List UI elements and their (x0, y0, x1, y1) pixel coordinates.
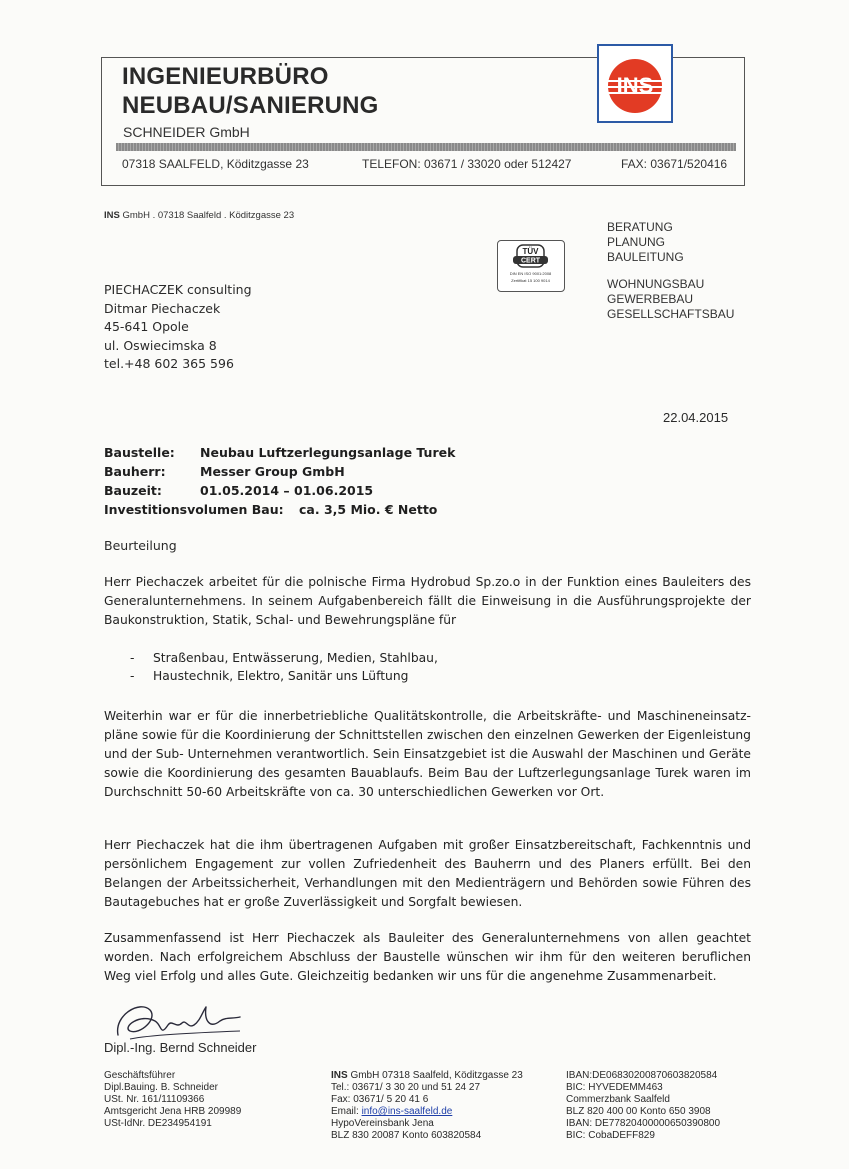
services-group-1 (607, 220, 684, 265)
footer-line: BIC: CobaDEFF829 (566, 1130, 655, 1141)
footer-line: IBAN: DE77820400000650390800 (566, 1118, 721, 1129)
sender-return-address: INS GmbH . 07318 Saalfeld . Köditzgasse 23 (104, 210, 295, 221)
footer-line: BLZ 830 20087 Konto 603820584 (331, 1130, 482, 1141)
footer-line: Commerzbank Saalfeld (566, 1094, 670, 1105)
footer-line: BLZ 820 400 00 Konto 650 3908 (566, 1106, 711, 1117)
letter-date: 22.04.2015 (663, 410, 729, 425)
recipient-line: PIECHACZEK consulting (104, 282, 252, 297)
letterhead-phone: TELEFON: 03671 / 33020 oder 512427 (362, 157, 572, 171)
signatory-name: Dipl.-Ing. Bernd Schneider (104, 1040, 257, 1055)
service-item: PLANUNG (607, 235, 666, 249)
service-item: BAULEITUNG (607, 250, 684, 264)
letter-subject: Beurteilung (104, 538, 177, 553)
footer-company-info (104, 1070, 241, 1130)
cert-line1: DIN EN ISO 9001:2008 (509, 271, 552, 276)
company-name-line2: NEUBAU/SANIERUNG (122, 92, 379, 119)
bullet-dash: - (130, 669, 135, 683)
service-item: WOHNUNGSBAU (607, 277, 705, 291)
baustelle-label: Baustelle: (104, 445, 175, 460)
bauzeit-label: Bauzeit: (104, 483, 162, 498)
footer-line: USt-IdNr. DE234954191 (104, 1118, 212, 1129)
letterhead-fax: FAX: 03671/520416 (621, 157, 728, 171)
email-link[interactable]: info@ins-saalfeld.de (361, 1106, 453, 1117)
service-item: BERATUNG (607, 220, 673, 234)
service-item: GESELLSCHAFTSBAU (607, 307, 735, 321)
ins-logo (597, 44, 673, 123)
footer-line: INS GmbH 07318 Saalfeld, Köditzgasse 23 (331, 1070, 523, 1081)
footer-line: USt. Nr. 161/11109366 (104, 1094, 205, 1105)
recipient-line: 45-641 Opole (104, 319, 189, 334)
bauzeit-value: 01.05.2014 – 01.06.2015 (200, 483, 374, 498)
bullet-item: Haustechnik, Elektro, Sanitär uns Lüftung (153, 669, 409, 683)
paragraph-1: Herr Piechaczek arbeitet für die polnische Firma Hydrobud Sp.zo.o in der Funktion eines Bauleiters des Generalunternehmens. In seinem Aufgabenbereich fällt die Einweisung in die Ausführungsprojekte der Baukonstruktion, Statik, Schal- und Bewehrungspläne für (104, 575, 751, 627)
investment-label: Investitionsvolumen Bau: (104, 502, 284, 517)
footer-line: IBAN:DE06830200870603820584 (566, 1070, 718, 1081)
footer-line: Email: info@ins-saalfeld.de (331, 1106, 453, 1117)
paragraph-2: Weiterhin war er für die innerbetriebliche Qualitätskontrolle, die Arbeitskräfte- und Maschineneinsatz-pläne sowie für die Koordinierung der Schnittstellen zwischen den einzelnen Gewerken der Eigenleistung und der Sub- Unternehmen verantwortlich. Sein Einsatzgebiet ist die Auswahl der Maschinen und Geräte sowie die Koordinierung des gesamten Bauablaufs. Beim Bau der Luftzerlegungsanlage Turek waren im Durchschnitt 50-60 Arbeitskräfte von ca. 30 unterschiedlichen Gewerken vor Ort. (104, 709, 751, 799)
service-item: GEWERBEBAU (607, 292, 694, 306)
footer-line: Fax: 03671/ 5 20 41 6 (331, 1094, 429, 1105)
baustelle-value: Neubau Luftzerlegungsanlage Turek (200, 445, 456, 460)
company-name-line1: INGENIEURBÜRO (122, 63, 329, 90)
recipient-line: tel.+48 602 365 596 (104, 356, 234, 371)
bauherr-label: Bauherr: (104, 464, 166, 479)
bullet-dash: - (130, 651, 135, 665)
bullet-item: Straßenbau, Entwässerung, Medien, Stahlbau, (153, 651, 438, 665)
logo-text: INS (616, 73, 654, 98)
footer-line: Dipl.Bauing. B. Schneider (104, 1082, 218, 1093)
investment-value: ca. 3,5 Mio. € Netto (299, 502, 438, 517)
recipient-line: Ditmar Piechaczek (104, 300, 221, 316)
footer-line: BIC: HYVEDEMM463 (566, 1082, 663, 1093)
recipient-address (104, 281, 252, 374)
cert-line2: Zertifikat 15 100 9014 (511, 278, 550, 283)
letterhead-divider-bar (116, 143, 736, 151)
footer-line: Geschäftsführer (104, 1070, 176, 1081)
cert-title: TÜV (522, 247, 539, 256)
footer-bank-info (566, 1070, 720, 1142)
footer-line: Amtsgericht Jena HRB 209989 (104, 1106, 242, 1117)
recipient-line: ul. Oswiecimska 8 (104, 337, 217, 353)
footer-contact-info (331, 1070, 523, 1142)
services-group-2 (607, 277, 734, 322)
company-legal-name: SCHNEIDER GmbH (123, 124, 250, 140)
footer-line: Tel.: 03671/ 3 30 20 und 51 24 27 (331, 1082, 481, 1093)
paragraph-3: Herr Piechaczek hat die ihm übertragenen Aufgaben mit großer Einsatzbereitschaft, Fachkenntnis und persönlichem Engagement zur vollen Zufriedenheit des Bauherrn und des Planers erfüllt. Bei den Belangen der Arbeitssicherheit, Verhandlungen mit den Medienträgern und Behörden sowie Führen des Bautagebuches hat er große Zuverlässigkeit und Sorgfalt bewiesen. (104, 838, 751, 909)
cert-subtitle: CERT (520, 257, 541, 265)
letterhead-address: 07318 SAALFELD, Köditzgasse 23 (122, 157, 309, 171)
footer-line: HypoVereinsbank Jena (331, 1118, 434, 1129)
paragraph-4: Zusammenfassend ist Herr Piechaczek als Bauleiter des Generalunternehmens von allen geachtet worden. Nach erfolgreichem Abschluss der Baustelle wünschen wir ihm für den weiteren beruflichen Weg viel Erfolg und alles Gute. Gleichzeitig bedanken wir uns für die angenehme Zusammenarbeit. (104, 931, 751, 983)
bauherr-value: Messer Group GmbH (200, 464, 345, 479)
tuev-cert-badge (497, 240, 565, 292)
